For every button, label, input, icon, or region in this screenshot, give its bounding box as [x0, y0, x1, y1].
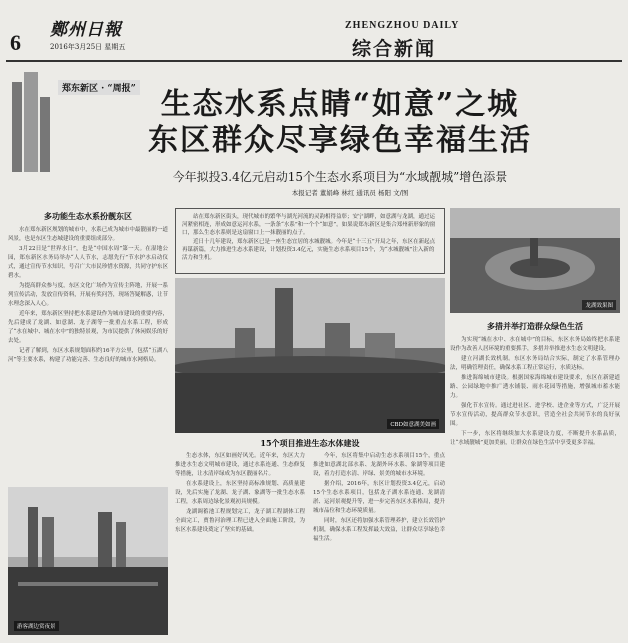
paragraph: 强化节水宣传。通过进社区、进学校、进企业等方式，广泛开展节水宣传活动，提高群众节水意识，营造全社会共同节水的良好氛围。: [450, 403, 620, 427]
subheadline: 今年拟投3.4亿元启动15个生态水系项目为“水域靓城”增色添景: [172, 170, 508, 184]
paragraph: 记者了解到，东区水系规划面积约16平方公里，包括“五湖八河”等主要水系，构建了功能完善、生态良好的城市水网格局。: [8, 348, 168, 363]
paragraph: 下一步，东区将继续加大水系建设力度，不断提升水系品质，让“水域靓城”更加美丽，让群众在绿色生活中享受更多幸福。: [450, 431, 620, 446]
headline-line1: 生态水系点睛“如意”之城: [160, 87, 520, 122]
paragraph: 同时，东区还将加强水系管理养护，建立长效管护机制，确保水系工程发挥最大效益，让群众尽享绿色幸福生活。: [313, 518, 445, 542]
waterside-photo: [8, 487, 168, 635]
cbd-image-icon: [175, 278, 445, 433]
lead-box: [175, 208, 445, 274]
lead-paragraph: 近日十几年建设，郑东新区已是一座生态宜居的水城靓城。今年是“十三五”开局之年，东区在新起点再谋新篇，大力推进生态水系建设，计划投资3.4亿元，实施生态水系项目15个，为“水城靓城”注入新的活力和生机。: [182, 239, 436, 261]
waterside-image-icon: [8, 487, 168, 635]
headline-line2: 东区群众尽享绿色幸福生活: [148, 123, 532, 158]
paragraph: 3月22日是“世界水日”，也是“中国水周”第一天。在湿地公园，郑东新区水务局举办“人人节水，志愿先行”节水护水启动仪式，通过宣传节水知识，号召广大市民珍惜水资源，共同守护东区碧水。: [8, 246, 168, 279]
column-right: [450, 320, 620, 638]
section-heading: 多措并举打造群众绿色生活: [487, 321, 583, 331]
paragraph: 建立河湖长效机制。东区水务局结合实际，制定了水系管理办法，明确管理责任，确保水系工程正常运行，水质达标。: [450, 356, 620, 371]
paragraph: 为实现“城在水中、水在城中”的目标，东区水务局始终把水系建设作为改善人居环境的重要抓手，多措并举推进水生态文明建设。: [450, 337, 620, 352]
section-heading: 多功能生态水系扮靓东区: [44, 211, 132, 221]
aerial-photo: [450, 208, 620, 313]
issue-date: 2016年3月25日 星期五: [50, 43, 126, 51]
section-heading: 15个项目推进生态水体建设: [260, 438, 360, 448]
section-title: 综合新闻: [352, 38, 437, 60]
photo-caption: 龙湖效果图: [582, 300, 616, 310]
paragraph: 龙湖调蓄池工程规划完工，龙子湖工程湖体工程全面完工，贾鲁河治理工程已进入全面施工阶段，为东区水系建设奠定了坚实的基础。: [175, 509, 305, 533]
paragraph: 今年，东区将集中启动生态水系项目15个，重点推进如意湖北部水系、龙湖外环水系、象湖等项目建设，着力打造水清、岸绿、景美的城市水环境。: [313, 453, 445, 477]
paragraph: 水在郑东新区规划的城市中，水系已成为城市中最靓丽的一道风景，也是东区生态城建设的重要组成部分。: [8, 227, 168, 242]
newspaper-logo: 鄭州日報: [50, 20, 122, 40]
paragraph: 为提高群众参与度，东区文化广场作为宣传主阵地，开展一系列宣传活动，发放宣传资料，开展有奖问答，现场答疑解惑，让节水理念深入人心。: [8, 283, 168, 307]
paragraph: 生态水体，东区如画好风光。近年来，东区大力推进水生态文明城市建设，通过水系连通、生态修复等措施，让水清岸绿成为东区靓丽名片。: [175, 453, 305, 477]
page-number: 6: [10, 30, 21, 55]
photo-caption: CBD如意湖美如画: [387, 419, 439, 429]
aerial-image-icon: [450, 208, 620, 313]
paragraph: 近年来，郑东新区坚持把水系建设作为城市建设的重要内容，先后建成了龙湖、如意湖、龙子湖等一批重点水系工程，形成了“水在城中、城在水中”的独特景观，为市民提供了休闲娱乐的好去处。: [8, 311, 168, 344]
masthead-rule: [6, 60, 622, 62]
lead-paragraph: 站在郑东新区街头，现代城市的繁华与湖光河流的灵韵相得益彰；安宁湖畔，如意湖与龙湖，通过运河紧密相连，形成如意运河水系，一条条“水系”和一个个“如意”。如果说郑东新区是集合郑州新形象的窗口，那么生态水系则是这扇窗口上一抹靓丽的点子。: [182, 214, 436, 236]
cbd-photo: [175, 278, 445, 433]
column-middle-right: [313, 452, 445, 638]
paragraph: 推进海绵城市建设。根据国家海绵城市建设要求，东区在新建道路、公园绿地中推广透水铺装、雨水花园等措施，增强城市蓄水能力。: [450, 375, 620, 399]
photo-caption: 游客湖边赏夜景: [14, 621, 59, 631]
paper-name-en: ZHENGZHOU DAILY: [345, 20, 460, 31]
tower-decoration-icon: [6, 62, 56, 172]
column-tag: 郑东新区 · “周报”: [58, 80, 140, 95]
paragraph: 据介绍，2016年，东区计划投资3.4亿元，启动15个生态水系项目，包括龙子湖水系连通、龙湖清淤、运河景观提升等，进一步完善东区水系格局，提升城市品位和生态环境质量。: [313, 481, 445, 514]
column-middle-left: [175, 452, 305, 638]
paragraph: 在水系建设上，东区坚持高标准规划、高质量建设，先后实施了龙湖、龙子湖、象湖等一批生态水系工程，水系周边绿化景观初具规模。: [175, 481, 305, 505]
byline: 本报记者 董娟峰 林红 通讯员 杨阳 文/图: [291, 189, 409, 197]
